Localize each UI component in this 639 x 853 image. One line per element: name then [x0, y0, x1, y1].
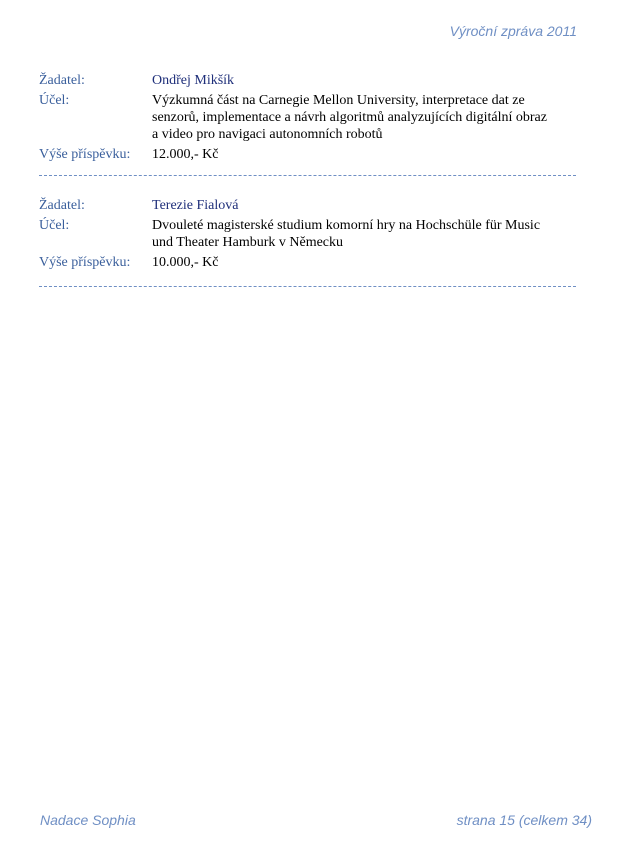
grant-entry — [39, 197, 579, 274]
entry-divider — [39, 175, 576, 176]
purpose-line: Výzkumná část na Carnegie Mellon University, interpretace dat ze — [152, 93, 525, 108]
amount-label: Výše příspěvku: — [39, 255, 131, 270]
purpose-line: senzorů, implementace a návrh algoritmů analyzujících digitální obraz — [152, 110, 547, 125]
amount-row — [39, 254, 579, 271]
purpose-line: und Theater Hamburk v Německu — [152, 235, 344, 250]
applicant-name: Ondřej Mikšík — [152, 73, 235, 88]
purpose-row — [39, 217, 579, 251]
footer-organization: Nadace Sophia — [40, 812, 136, 828]
amount-value: 12.000,- Kč — [152, 147, 219, 162]
entry-divider — [39, 286, 576, 287]
footer-page-info: strana 15 (celkem 34) — [456, 812, 592, 828]
document-header-title: Výroční zpráva 2011 — [449, 23, 577, 39]
purpose-row — [39, 92, 579, 143]
amount-row — [39, 146, 579, 163]
amount-value: 10.000,- Kč — [152, 255, 219, 270]
purpose-text — [152, 92, 547, 143]
applicant-row — [39, 72, 579, 89]
purpose-line: Dvouleté magisterské studium komorní hry na Hochschüle für Music — [152, 218, 541, 233]
purpose-line: a video pro navigaci autonomních robotů — [152, 127, 383, 142]
amount-label: Výše příspěvku: — [39, 147, 131, 162]
purpose-label: Účel: — [39, 93, 70, 108]
applicant-label: Žadatel: — [39, 73, 85, 88]
applicant-row — [39, 197, 579, 214]
applicant-name: Terezie Fialová — [152, 198, 239, 213]
purpose-text — [152, 217, 540, 251]
purpose-label: Účel: — [39, 218, 70, 233]
grant-entry — [39, 72, 579, 166]
applicant-label: Žadatel: — [39, 198, 85, 213]
